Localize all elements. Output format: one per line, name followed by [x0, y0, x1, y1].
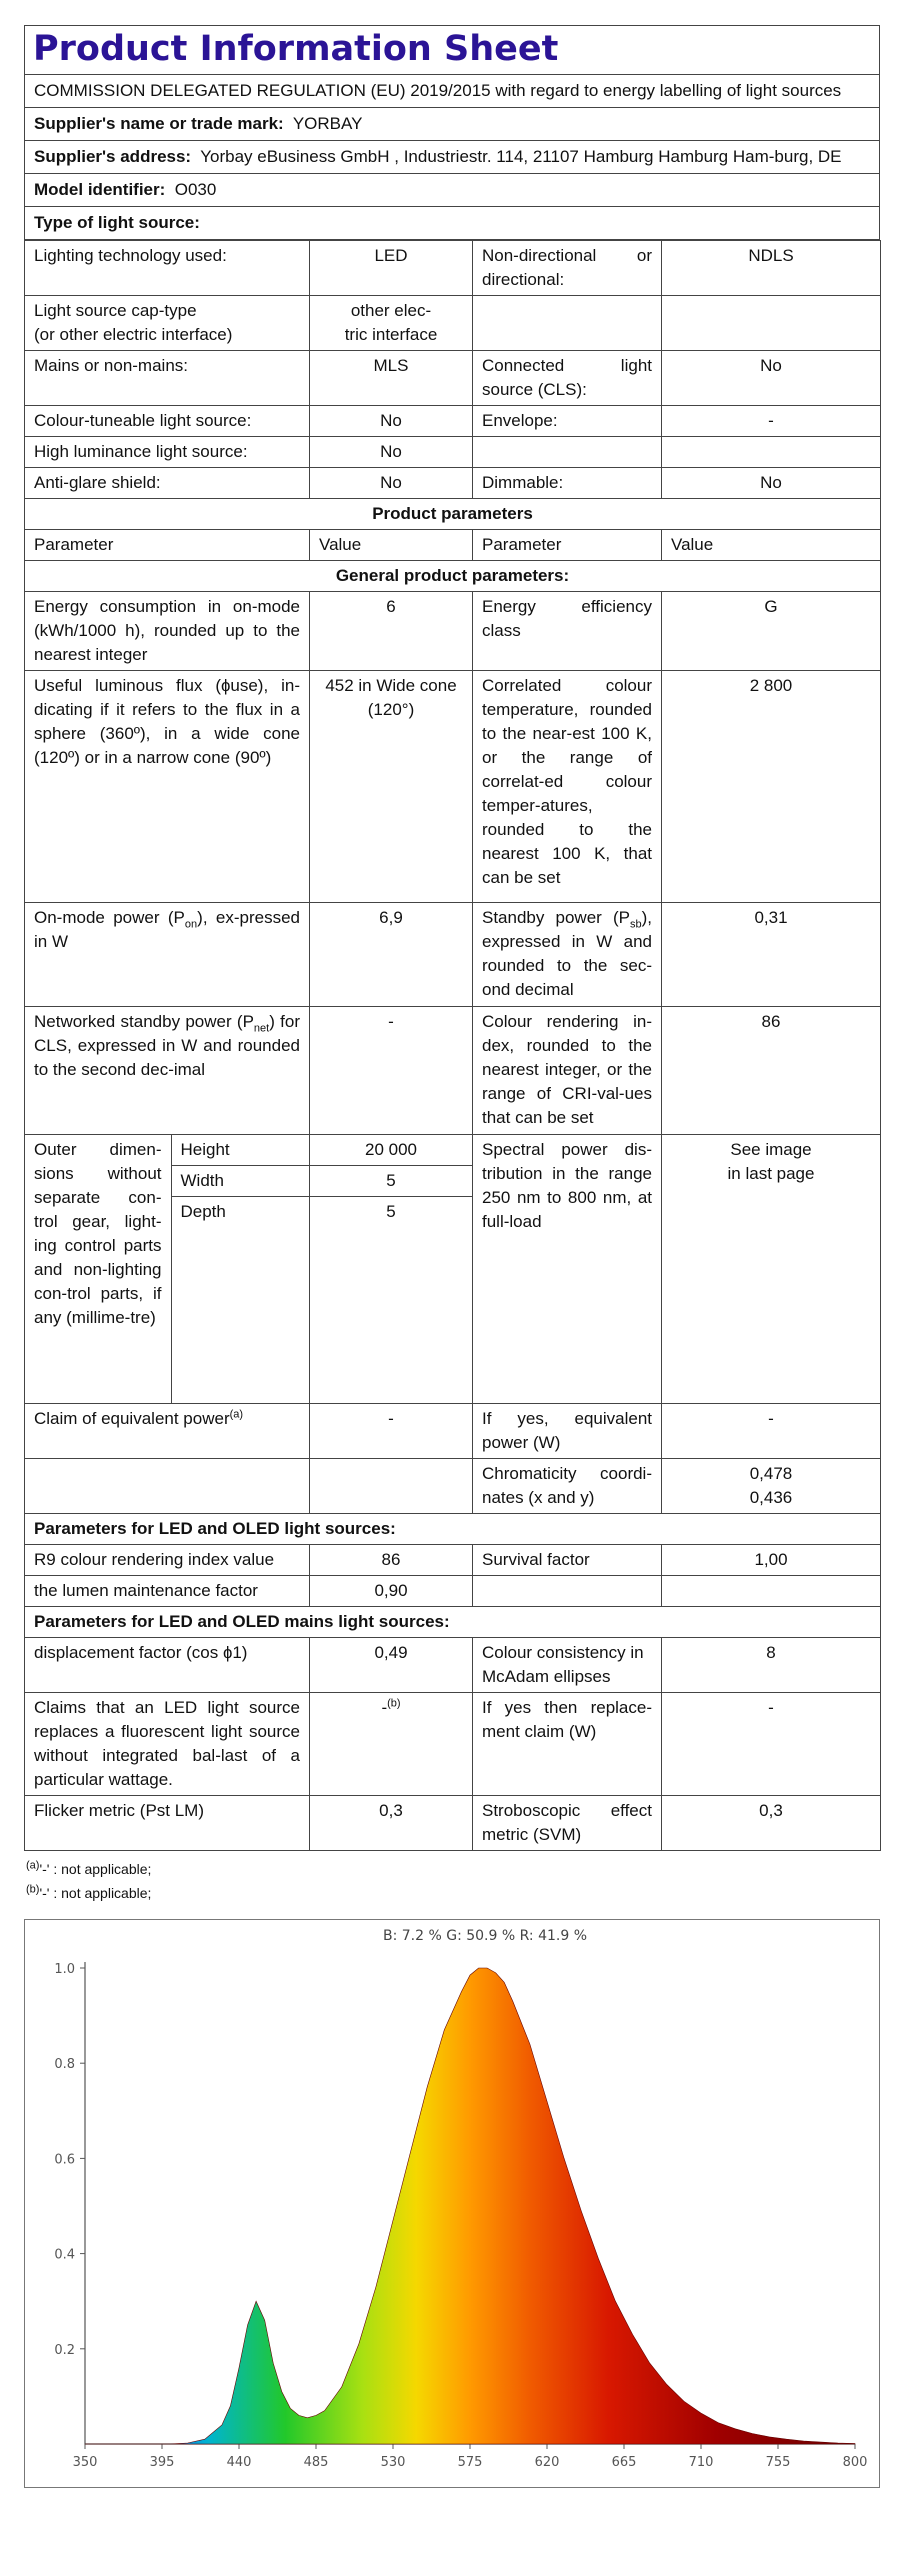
x-tick-label: 395	[149, 2455, 175, 2470]
model-label: Model identifier:	[34, 180, 166, 199]
type-label: Mains or non-mains:	[25, 351, 310, 406]
height-value: 20 000	[310, 1135, 472, 1166]
type-value-2: No	[662, 351, 881, 406]
type-row	[25, 437, 881, 468]
page-title: Product Information Sheet	[24, 25, 880, 74]
table-row	[25, 1459, 881, 1514]
spectrum-area	[85, 1968, 855, 2444]
type-value-2: -	[662, 406, 881, 437]
col-header-value-2: Value	[662, 530, 881, 561]
spectral-chart	[24, 1919, 880, 2488]
empty-cell	[25, 1459, 310, 1514]
spectral-value: See image in last page	[662, 1135, 881, 1404]
type-label-2: Dimmable:	[473, 468, 662, 499]
table-row	[25, 1404, 881, 1459]
type-value-2	[662, 437, 881, 468]
regulation-text: COMMISSION DELEGATED REGULATION (EU) 2019/2015 with regard to energy labelling of light sources	[25, 75, 879, 108]
product-information-sheet	[24, 25, 880, 2488]
colour-consistency-label: Colour consistency in McAdam ellipses	[473, 1638, 662, 1693]
model-value: O030	[174, 180, 217, 199]
equivalent-power-label: Claim of equivalent power$^{(a)}$	[25, 1404, 310, 1459]
type-value: other elec- tric interface	[310, 296, 473, 351]
empty-cell	[473, 1576, 662, 1607]
stroboscopic-label: Stroboscopic effect metric (SVM)	[473, 1796, 662, 1851]
supplier-address-label: Supplier's address:	[34, 147, 192, 166]
chromaticity-value: 0,478 0,436	[662, 1459, 881, 1514]
type-value: No	[310, 437, 473, 468]
supplier-name-row	[25, 108, 879, 141]
type-label: Lighting technology used:	[25, 241, 310, 296]
x-tick-label: 530	[380, 2455, 406, 2470]
header-box	[24, 74, 880, 240]
standby-power-value: 0,31	[662, 903, 881, 1007]
cri-label: Colour rendering in-dex, rounded to the nearest integer, or the range of CRI-val-ues that can be set	[473, 1007, 662, 1135]
luminous-flux-value: 452 in Wide cone (120°)	[310, 671, 473, 903]
type-label: Colour-tuneable light source:	[25, 406, 310, 437]
colour-consistency-value: 8	[662, 1638, 881, 1693]
table-row	[25, 1576, 881, 1607]
energy-consumption-value: 6	[310, 592, 473, 671]
depth-value: 5	[386, 1202, 396, 1221]
x-tick-label: 620	[534, 2455, 560, 2470]
flicker-label: Flicker metric (Pst LM)	[25, 1796, 310, 1851]
col-header-parameter: Parameter	[25, 530, 310, 561]
r9-label: R9 colour rendering index value	[25, 1545, 310, 1576]
table-row	[25, 671, 881, 903]
on-mode-power-label: On-mode power $(P_{on})$, ex-pressed in W	[25, 903, 310, 1007]
spectral-chart-svg	[25, 1920, 879, 2485]
type-row	[25, 296, 881, 351]
x-tick-label: 665	[611, 2455, 637, 2470]
column-header-row	[25, 530, 881, 561]
type-value-2: NDLS	[662, 241, 881, 296]
replace-claim-label: Claims that an LED light source replaces a fluorescent light source without integrated bal-last of a particular wattage.	[25, 1693, 310, 1796]
type-rows	[25, 241, 881, 499]
type-value-2	[662, 296, 881, 351]
dimensions-label: Outer dimen-sions without separate con-trol gear, light-ing control parts and non-lighting con-trol parts, if any (millime-tre)	[25, 1135, 171, 1403]
table-row	[25, 1693, 881, 1796]
type-value: LED	[310, 241, 473, 296]
height-label: Height	[171, 1135, 309, 1166]
stroboscopic-value: 0,3	[662, 1796, 881, 1851]
mains-parameters-heading: Parameters for LED and OLED mains light sources:	[25, 1607, 881, 1638]
replace-yes-value: -	[662, 1693, 881, 1796]
parameter-table	[24, 240, 881, 1851]
type-value: No	[310, 468, 473, 499]
type-label-2: Non-directional or directional:	[473, 241, 662, 296]
lumen-maintenance-label: the lumen maintenance factor	[25, 1576, 310, 1607]
dimensions-values	[310, 1135, 473, 1404]
type-label-2	[473, 437, 662, 468]
supplier-address-value: Yorbay eBusiness GmbH , Industriestr. 114, 21107 Hamburg Hamburg Ham-burg, DE	[200, 147, 842, 166]
type-label: Light source cap-type (or other electric interface)	[25, 296, 310, 351]
width-value: 5	[310, 1166, 472, 1197]
chart-title: B: 7.2 % G: 50.9 % R: 41.9 %	[382, 1928, 588, 1944]
x-tick-label: 485	[303, 2455, 329, 2470]
type-row	[25, 351, 881, 406]
x-tick-label: 710	[688, 2455, 714, 2470]
type-row	[25, 241, 881, 296]
y-tick-label: 0.2	[54, 2342, 75, 2358]
equivalent-power-yes-value: -	[662, 1404, 881, 1459]
depth-label: Depth	[180, 1202, 226, 1221]
equivalent-power-yes-label: If yes, equivalent power (W)	[473, 1404, 662, 1459]
type-label: High luminance light source:	[25, 437, 310, 468]
equivalent-power-value: -	[310, 1404, 473, 1459]
replace-yes-label: If yes then replace-ment claim (W)	[473, 1693, 662, 1796]
table-row	[25, 903, 881, 1007]
dimensions-table	[25, 1135, 309, 1403]
supplier-name-value: YORBAY	[292, 114, 363, 133]
supplier-name-label: Supplier's name or trade mark:	[34, 114, 284, 133]
energy-class-value: G	[662, 592, 881, 671]
type-value-2: No	[662, 468, 881, 499]
x-tick-label: 575	[457, 2455, 483, 2470]
energy-consumption-label: Energy consumption in on-mode (kWh/1000 h), rounded up to the nearest integer	[25, 592, 310, 671]
cct-value: 2 800	[662, 671, 881, 903]
led-parameters-heading: Parameters for LED and OLED light sources:	[25, 1514, 881, 1545]
dimensions-cell	[25, 1135, 310, 1404]
type-row	[25, 468, 881, 499]
table-row	[25, 1135, 881, 1404]
spectral-label: Spectral power dis-tribution in the range 250 nm to 800 nm, at full-load	[473, 1135, 662, 1404]
y-tick-label: 0.4	[54, 2247, 75, 2263]
y-tick-label: 0.8	[54, 2057, 75, 2073]
x-tick-label: 755	[765, 2455, 791, 2470]
type-label: Anti-glare shield:	[25, 468, 310, 499]
displacement-value: 0,49	[310, 1638, 473, 1693]
y-tick-label: 0.6	[54, 2152, 75, 2168]
type-label-2	[473, 296, 662, 351]
col-header-value: Value	[310, 530, 473, 561]
energy-class-label: Energy efficiency class	[473, 592, 662, 671]
model-row	[25, 174, 879, 207]
type-value: MLS	[310, 351, 473, 406]
survival-label: Survival factor	[473, 1545, 662, 1576]
networked-standby-label: Networked standby power $(P_{net})$ for CLS, expressed in W and rounded to the second dec-imal	[25, 1007, 310, 1135]
r9-value: 86	[310, 1545, 473, 1576]
cri-value: 86	[662, 1007, 881, 1135]
networked-standby-value: -	[310, 1007, 473, 1135]
replace-claim-value: -$^{(b)}$	[310, 1693, 473, 1796]
standby-power-label: Standby power $(P_{sb})$, expressed in W and rounded to the sec-ond decimal	[473, 903, 662, 1007]
type-label-2: Connected light source (CLS):	[473, 351, 662, 406]
footnote-a: $^{(a)}$'-' : not applicable;	[26, 1859, 152, 1877]
empty-cell	[310, 1459, 473, 1514]
product-parameters-heading: Product parameters	[25, 499, 881, 530]
survival-value: 1,00	[662, 1545, 881, 1576]
cct-label: Correlated colour temperature, rounded to the near-est 100 K, or the range of correlat-ed colour temper-atures, rounded to the nearest 100 K, that can be set	[473, 671, 662, 903]
lumen-maintenance-value: 0,90	[310, 1576, 473, 1607]
table-row	[25, 1007, 881, 1135]
type-value: No	[310, 406, 473, 437]
supplier-address-row	[25, 141, 879, 174]
type-row	[25, 406, 881, 437]
width-label: Width	[171, 1166, 309, 1197]
table-row	[25, 1638, 881, 1693]
general-parameters-heading: General product parameters:	[25, 561, 881, 592]
type-label-2: Envelope:	[473, 406, 662, 437]
type-heading-text: Type of light source:	[34, 213, 200, 232]
col-header-parameter-2: Parameter	[473, 530, 662, 561]
table-row	[25, 1545, 881, 1576]
table-row	[25, 592, 881, 671]
luminous-flux-label: Useful luminous flux (ɸuse), in-dicating if it refers to the flux in a sphere (360º), in a wide cone (120º) or in a narrow cone (90º)	[25, 671, 310, 903]
flicker-value: 0,3	[310, 1796, 473, 1851]
chromaticity-label: Chromaticity coordi-nates (x and y)	[473, 1459, 662, 1514]
x-tick-label: 800	[842, 2455, 868, 2470]
footnotes	[24, 1857, 880, 1905]
type-heading	[25, 207, 879, 240]
table-row	[25, 1796, 881, 1851]
y-tick-label: 1.0	[54, 1962, 75, 1977]
x-tick-label: 440	[226, 2455, 252, 2470]
x-tick-label: 350	[72, 2455, 98, 2470]
displacement-label: displacement factor (cos ɸ1)	[25, 1638, 310, 1693]
on-mode-power-value: 6,9	[310, 903, 473, 1007]
empty-cell	[662, 1576, 881, 1607]
footnote-b: $^{(b)}$'-' : not applicable;	[26, 1883, 152, 1901]
